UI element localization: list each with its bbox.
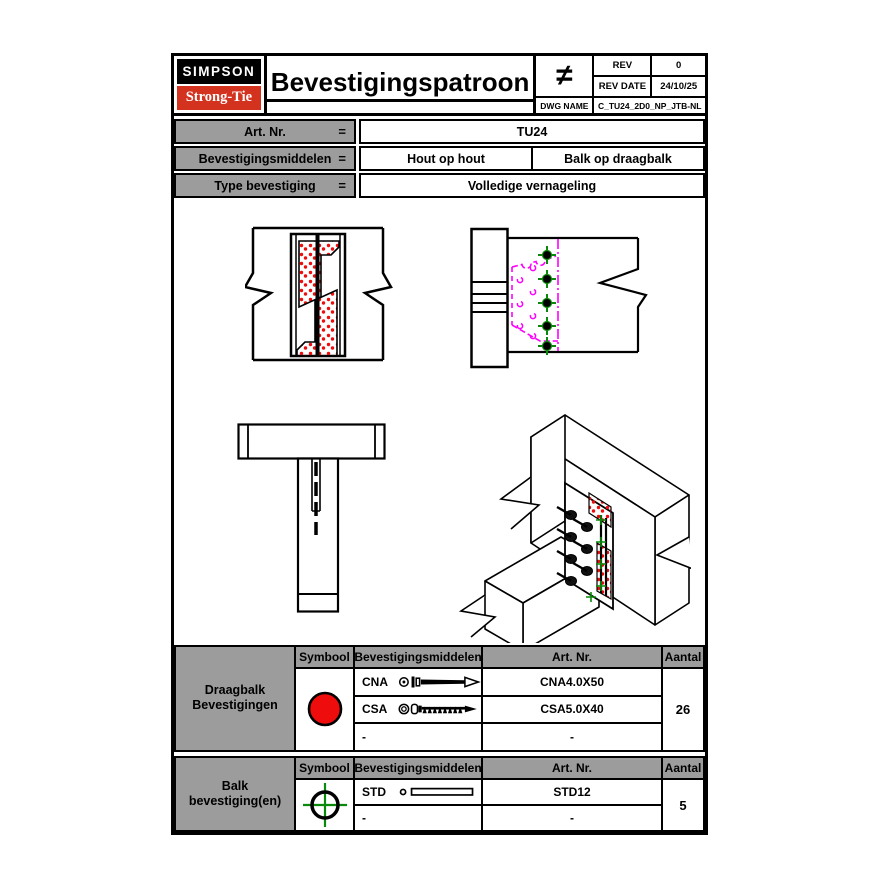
red-filled-circle-icon [303, 688, 347, 730]
sheet-title [267, 56, 534, 113]
artnr-cell: STD12 [483, 780, 661, 804]
green-crosshair-circle-icon [302, 782, 348, 828]
fastener-row [355, 780, 481, 804]
screw-icon [398, 700, 481, 718]
artnr-cell: CNA4.0X50 [483, 669, 661, 695]
balk-fastener-symbols [538, 246, 556, 355]
label-line1: Draagbalk [204, 683, 266, 698]
revision-block [533, 56, 705, 113]
draagbalk-table-label [176, 647, 294, 750]
drawing-sheet [171, 53, 708, 835]
art-nr-label-text: Art. Nr. [244, 124, 286, 139]
col-header-artnr: Art. Nr. [483, 758, 661, 778]
fastener-row [355, 697, 481, 723]
front-elevation-drawing [237, 423, 387, 615]
type-label-text: Type bevestiging [214, 178, 316, 193]
middelen-label-text: Bevestigingsmiddelen [198, 151, 332, 166]
middelen-value-right: Balk op draagbalk [531, 146, 705, 171]
fastener-code: STD [362, 785, 386, 799]
label-line2: bevestiging(en) [188, 794, 282, 808]
drawing-area [174, 201, 705, 645]
artnr-cell: CSA5.0X40 [483, 697, 661, 723]
dowel-icon [398, 784, 481, 800]
dwg-name-value: C_TU24_2D0_NP_JTB-NL [594, 98, 705, 113]
equals-sign: = [338, 178, 346, 193]
row-bevestigingsmiddelen [174, 146, 705, 171]
col-header-middelen: Bevestigingsmiddelen [355, 647, 481, 667]
isometric-view-drawing [443, 397, 691, 643]
label-line1: Balk [221, 779, 249, 793]
rev-date-label: REV DATE [594, 77, 650, 96]
logo-simpson-text: SIMPSON [177, 59, 261, 84]
logo-strongtie-text: Strong-Tie [177, 86, 261, 111]
side-elevation-drawing [470, 225, 652, 371]
ring-nail-icon [398, 673, 481, 691]
col-header-symbool: Symbool [296, 758, 353, 778]
middelen-value-left: Hout op hout [359, 146, 533, 171]
fastener-code: CSA [362, 702, 388, 717]
col-header-aantal: Aantal [663, 758, 703, 778]
equals-sign: = [338, 151, 346, 166]
type-value: Volledige vernageling [359, 173, 705, 198]
draagbalk-fastener-table [174, 645, 705, 752]
fastener-row [355, 724, 481, 750]
simpson-strongtie-logo [174, 56, 267, 113]
col-header-artnr: Art. Nr. [483, 647, 661, 667]
fastener-code: - [362, 811, 366, 825]
draagbalk-aantal-value: 26 [663, 669, 703, 750]
title-block [174, 56, 705, 116]
balk-symbol-cell [296, 780, 353, 830]
equals-sign: = [338, 124, 346, 139]
col-header-aantal: Aantal [663, 647, 703, 667]
artnr-cell: - [483, 806, 661, 830]
balk-fastener-table [174, 756, 705, 832]
balk-aantal-value: 5 [663, 780, 703, 830]
rev-date-value: 24/10/25 [652, 77, 705, 96]
art-nr-value: TU24 [359, 119, 705, 144]
rev-label: REV [594, 56, 650, 75]
balk-table-label [176, 758, 294, 830]
col-header-middelen: Bevestigingsmiddelen [355, 758, 481, 778]
sheet-title-text: Bevestigingspatroon [267, 67, 534, 102]
fastener-code: - [362, 730, 366, 745]
middelen-label [174, 146, 356, 171]
fastener-row [355, 806, 481, 830]
fastener-row [355, 669, 481, 695]
projection-symbol-icon: ≠ [536, 56, 592, 96]
row-art-nr [174, 119, 705, 144]
plan-view-drawing [245, 225, 393, 367]
row-type-bevestiging [174, 173, 705, 198]
fastener-code: CNA [362, 674, 388, 689]
label-line2: Bevestigingen [192, 698, 278, 713]
artnr-cell: - [483, 724, 661, 750]
type-label [174, 173, 356, 198]
draagbalk-symbol-cell [296, 669, 353, 750]
dwg-name-label: DWG NAME [536, 98, 592, 113]
art-nr-label [174, 119, 356, 144]
col-header-symbool: Symbool [296, 647, 353, 667]
rev-value: 0 [652, 56, 705, 75]
